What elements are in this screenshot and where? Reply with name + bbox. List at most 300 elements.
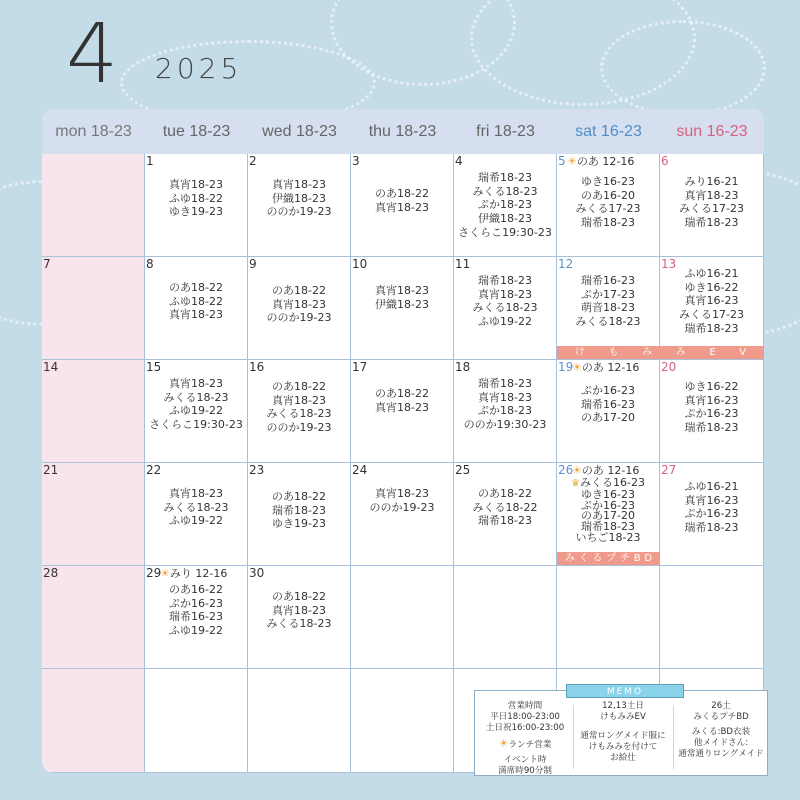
shift-text: 真宵16-23	[684, 294, 739, 308]
shift-text: 瑞希18-23	[478, 171, 532, 184]
shift-list	[660, 175, 763, 230]
memo-line	[575, 712, 671, 723]
day-number: 1	[146, 154, 154, 168]
shift-entry	[454, 185, 556, 199]
memo-line	[575, 742, 671, 753]
shift-text: 真宵18-23	[375, 487, 429, 500]
day-cell	[351, 566, 454, 669]
day-number: 19	[558, 360, 574, 374]
shift-text: ふゆ18-22	[169, 191, 223, 205]
shift-entry	[557, 384, 659, 398]
shift-text: ふゆ19-22	[169, 514, 223, 528]
shift-text: みくる18-23	[266, 407, 332, 421]
event-char: チ	[619, 553, 630, 564]
day-cell	[557, 566, 660, 669]
day-number: 15	[146, 360, 162, 374]
shift-list	[145, 583, 247, 638]
shift-entry	[145, 597, 247, 611]
day-cell	[557, 463, 660, 566]
shift-entry	[454, 377, 556, 391]
shift-entry	[351, 487, 453, 501]
shift-entry	[248, 394, 350, 408]
memo-line	[674, 738, 768, 749]
day-cell	[248, 463, 351, 566]
day-number: 10	[352, 257, 368, 271]
shift-text: さくらこ19:30-23	[149, 418, 243, 432]
shift-text: 瑞希18-23	[478, 377, 532, 390]
sun-icon: ☀	[567, 155, 577, 168]
shift-text: のあ18-22	[169, 281, 223, 294]
shift-text: のあ18-22	[272, 590, 326, 603]
shift-text: みくる17-23	[575, 202, 641, 216]
memo-column-kemomimi	[575, 701, 671, 764]
shift-entry	[145, 295, 247, 309]
shift-text: 真宵18-23	[169, 487, 223, 500]
shift-entry	[248, 298, 350, 312]
shift-entry	[351, 284, 453, 298]
shift-text: 真宵18-23	[478, 390, 532, 404]
shift-entry	[454, 418, 556, 432]
shift-text: みくる18-23	[472, 184, 538, 198]
shift-text: ゆき19-23	[272, 517, 326, 531]
day-number: 13	[661, 257, 677, 271]
memo-column-hours	[479, 701, 571, 777]
shift-entry	[454, 288, 556, 302]
shift-entry	[145, 404, 247, 418]
weekday-sat: sat 16-23	[575, 123, 642, 140]
shift-text: ののか19-23	[266, 421, 332, 435]
shift-text: 真宵18-23	[375, 284, 429, 297]
day-cell	[660, 566, 764, 669]
shift-list	[351, 187, 453, 214]
sun-icon: ☀	[572, 361, 582, 374]
shift-entry	[248, 421, 350, 435]
memo-text: けもみみEV	[600, 712, 646, 722]
event-char: る	[592, 553, 603, 564]
day-cell	[248, 566, 351, 669]
shift-text: 瑞希16-23	[581, 274, 635, 287]
shift-entry	[248, 490, 350, 504]
day-number: 3	[352, 154, 360, 168]
shift-entry	[660, 175, 763, 189]
shift-text: 瑞希18-23	[684, 321, 739, 335]
calendar	[42, 109, 764, 773]
day-cell	[145, 669, 248, 773]
shift-entry	[454, 315, 556, 329]
shift-entry	[351, 201, 453, 215]
memo-text: 営業時間	[507, 701, 543, 711]
lunch-shift	[572, 362, 639, 374]
shift-entry	[660, 421, 763, 435]
shift-text: ぷか16-23	[684, 507, 739, 521]
shift-entry	[660, 267, 763, 281]
memo-text: ランチ営業	[508, 740, 552, 750]
shift-entry	[454, 514, 556, 528]
day-number: 22	[146, 463, 162, 477]
shift-entry	[454, 391, 556, 405]
shift-text: ゆき16-23	[581, 175, 635, 188]
shift-entry	[557, 274, 659, 288]
shift-text: みくる16-23	[580, 476, 645, 489]
shift-entry	[557, 301, 659, 315]
shift-entry	[454, 274, 556, 288]
day-cell	[248, 257, 351, 360]
day-cell	[454, 257, 557, 360]
day-cell	[454, 463, 557, 566]
shift-text: 伊織18-23	[478, 212, 532, 226]
month-number: 4	[66, 7, 119, 102]
shift-text: みくる18-23	[575, 315, 641, 329]
shift-text: ぷか16-23	[581, 498, 635, 512]
shift-text: 真宵16-23	[684, 493, 739, 507]
shift-text: のあ18-22	[375, 387, 429, 400]
shift-list	[248, 490, 350, 531]
day-cell	[351, 154, 454, 257]
memo-line	[479, 712, 571, 723]
memo-text: 満席時90分制	[498, 766, 552, 776]
shift-text: 真宵18-23	[169, 308, 223, 322]
event-char: け	[574, 347, 585, 358]
day-number: 17	[352, 360, 368, 374]
shift-text: 瑞希18-23	[478, 274, 532, 287]
day-cell	[557, 154, 660, 257]
shift-entry	[248, 517, 350, 531]
shift-entry	[557, 411, 659, 425]
day-number: 23	[249, 463, 265, 477]
shift-list	[557, 175, 659, 230]
shift-entry	[145, 624, 247, 638]
event-char: も	[608, 347, 619, 358]
weekday-thu: thu 18-23	[368, 123, 437, 140]
shift-entry	[248, 284, 350, 298]
shift-text: のあ16-20	[581, 188, 635, 202]
shift-list	[351, 487, 453, 514]
year-label: 2025	[155, 52, 243, 85]
shift-text: 瑞希18-23	[581, 520, 635, 534]
shift-text: ぷか16-23	[169, 596, 223, 610]
weekday-tue: tue 18-23	[162, 123, 231, 140]
shift-text: のあ18-22	[272, 380, 326, 393]
memo-line	[479, 766, 571, 777]
shift-entry	[454, 301, 556, 315]
shift-text: ぷか18-23	[478, 198, 532, 212]
shift-entry	[145, 501, 247, 515]
day-cell	[660, 463, 764, 566]
shift-text: 真宵18-23	[169, 377, 223, 390]
day-cell	[145, 463, 248, 566]
shift-entry	[145, 583, 247, 597]
shift-entry	[454, 171, 556, 185]
lunch-shift-text: のあ 12-16	[581, 361, 640, 374]
shift-entry	[660, 394, 763, 408]
day-cell	[248, 154, 351, 257]
shift-entry	[557, 315, 659, 329]
day-cell	[42, 566, 145, 669]
shift-entry	[557, 216, 659, 230]
shift-entry	[248, 590, 350, 604]
shift-entry	[660, 281, 763, 295]
shift-entry	[454, 198, 556, 212]
shift-entry	[660, 521, 763, 535]
shift-entry	[145, 610, 247, 624]
shift-entry	[248, 617, 350, 631]
shift-text: のあ18-22	[272, 490, 326, 503]
day-cell	[454, 154, 557, 257]
lunch-shift-text: みり 12-16	[169, 567, 228, 580]
shift-entry	[248, 380, 350, 394]
lunch-shift-text: のあ 12-16	[581, 464, 640, 477]
sun-icon: ☀	[572, 464, 582, 477]
shift-text: ぷか18-23	[478, 404, 532, 418]
memo-line	[479, 738, 571, 751]
memo-text: 通常ロングメイド服に	[580, 731, 666, 741]
shift-entry	[145, 514, 247, 528]
shift-list	[557, 478, 659, 544]
shift-text: みくる17-23	[679, 308, 744, 322]
memo-line	[575, 701, 671, 712]
shift-text: 瑞希16-23	[169, 610, 223, 624]
day-cell	[145, 566, 248, 669]
shift-text: ゆき16-22	[684, 280, 739, 294]
shift-entry	[145, 418, 247, 432]
memo-text: みくる:BD衣装	[691, 727, 751, 737]
shift-entry	[660, 407, 763, 421]
day-number: 28	[43, 566, 59, 580]
shift-list	[660, 480, 763, 535]
shift-text: みくる17-23	[679, 202, 744, 216]
event-char: み	[564, 553, 575, 564]
memo-line	[674, 701, 768, 712]
memo-text: けもみみを付けて	[588, 742, 658, 752]
shift-text: みくる18-22	[472, 500, 538, 514]
day-number: 6	[661, 154, 669, 168]
memo-line	[674, 749, 768, 760]
day-number: 8	[146, 257, 154, 271]
shift-entry	[454, 487, 556, 501]
shift-entry	[145, 377, 247, 391]
shift-list	[145, 281, 247, 322]
memo-text: 他メイドさん:	[693, 738, 749, 748]
memo-line	[674, 712, 768, 723]
shift-text: 真宵16-23	[684, 393, 739, 407]
memo-text: イベント時	[503, 755, 547, 765]
shift-list	[248, 380, 350, 435]
shift-text: みり16-21	[684, 175, 739, 188]
day-cell	[145, 154, 248, 257]
shift-text: のあ18-22	[272, 284, 326, 297]
day-number: 16	[249, 360, 265, 374]
shift-entry	[454, 501, 556, 515]
day-cell	[248, 669, 351, 773]
day-number: 14	[43, 360, 59, 374]
memo-line	[479, 755, 571, 766]
shift-text: ぷか17-23	[581, 287, 635, 301]
shift-text: さくらこ19:30-23	[458, 225, 552, 239]
shift-entry	[145, 281, 247, 295]
shift-list	[454, 487, 556, 528]
memo-column-birthday	[674, 701, 768, 760]
shift-text: 真宵18-23	[684, 188, 739, 202]
day-cell	[557, 360, 660, 463]
shift-entry	[454, 212, 556, 226]
shift-entry	[351, 401, 453, 415]
shift-text: 瑞希18-23	[684, 216, 739, 230]
shift-entry	[660, 480, 763, 494]
day-number: 25	[455, 463, 471, 477]
event-char: み	[675, 347, 686, 358]
day-cell	[454, 566, 557, 669]
memo-line	[479, 701, 571, 712]
shift-text: ののか19-23	[266, 311, 332, 325]
memo-line	[674, 727, 768, 738]
shift-text: ののか19:30-23	[463, 418, 547, 432]
shift-text: ゆき16-23	[581, 487, 635, 501]
shift-text: 瑞希18-23	[684, 521, 739, 535]
memo-text: お給仕	[610, 753, 636, 763]
memo-text: 通常通りロングメイド	[678, 749, 764, 759]
shift-list	[145, 487, 247, 528]
shift-entry	[557, 288, 659, 302]
shift-text: のあ17-20	[581, 411, 635, 425]
day-cell	[42, 257, 145, 360]
shift-entry	[248, 604, 350, 618]
day-cell	[351, 463, 454, 566]
shift-text: みくる18-23	[266, 617, 332, 631]
shift-text: 真宵18-23	[272, 297, 326, 311]
event-char: み	[642, 347, 653, 358]
shift-list	[351, 284, 453, 311]
memo-line	[479, 723, 571, 734]
shift-entry	[248, 178, 350, 192]
weekday-fri: fri 18-23	[476, 123, 535, 140]
event-char: B	[633, 553, 641, 564]
shift-entry	[557, 189, 659, 203]
day-cell	[248, 360, 351, 463]
shift-list	[248, 590, 350, 631]
shift-entry	[557, 202, 659, 216]
shift-text: みくる18-23	[163, 390, 229, 404]
memo-box	[474, 687, 768, 776]
weekday-header	[42, 109, 764, 154]
shift-entry	[660, 216, 763, 230]
day-number: 20	[661, 360, 677, 374]
shift-text: 真宵18-23	[478, 287, 532, 301]
shift-list	[145, 178, 247, 219]
shift-text: ふゆ16-21	[684, 480, 739, 493]
shift-text: 真宵18-23	[375, 200, 429, 214]
day-cell	[145, 360, 248, 463]
day-cell	[42, 360, 145, 463]
shift-text: 瑞希16-23	[581, 397, 635, 411]
shift-entry	[660, 494, 763, 508]
shift-text: 瑞希18-23	[272, 503, 326, 517]
day-cell	[42, 154, 145, 257]
memo-text: 平日18:00-23:00	[490, 712, 560, 722]
day-cell	[351, 669, 454, 773]
day-number: 7	[43, 257, 51, 271]
weekday-mon: mon 18-23	[55, 123, 132, 140]
memo-text: 26土	[711, 701, 731, 711]
shift-text: 真宵18-23	[169, 178, 223, 191]
weekday-sun: sun 16-23	[676, 123, 748, 140]
shift-entry	[145, 308, 247, 322]
shift-list	[454, 377, 556, 432]
shift-text: 伊織18-23	[375, 297, 429, 311]
memo-text: 土日祝16:00-23:00	[485, 723, 565, 733]
shift-entry	[660, 322, 763, 336]
shift-list	[248, 178, 350, 219]
day-number: 29	[146, 566, 162, 580]
lunch-shift	[567, 156, 634, 168]
shift-entry	[454, 404, 556, 418]
shift-text: 瑞希18-23	[684, 421, 739, 435]
shift-text: ふゆ19-22	[169, 404, 223, 418]
crown-icon: ♛	[571, 478, 580, 489]
lunch-shift	[160, 568, 227, 580]
shift-text: 真宵18-23	[272, 603, 326, 617]
shift-text: ののか19-23	[369, 500, 435, 514]
shift-text: ゆき19-23	[169, 205, 223, 219]
shift-text: ののか19-23	[266, 205, 332, 219]
shift-list	[557, 384, 659, 425]
shift-entry	[145, 205, 247, 219]
event-char: プ	[606, 553, 617, 564]
shift-text: 真宵18-23	[375, 400, 429, 414]
shift-entry	[145, 487, 247, 501]
day-cell	[42, 463, 145, 566]
day-number: 26	[558, 463, 574, 477]
shift-text: 真宵18-23	[272, 178, 326, 191]
weekday-wed: wed 18-23	[262, 123, 337, 140]
shift-text: のあ18-22	[478, 487, 532, 500]
shift-list	[145, 377, 247, 432]
shift-entry	[351, 298, 453, 312]
memo-line	[575, 753, 671, 764]
shift-entry	[660, 202, 763, 216]
shift-text: ふゆ19-22	[169, 624, 223, 638]
shift-text: ゆき16-22	[684, 380, 739, 393]
day-cell	[557, 257, 660, 360]
shift-text: ふゆ16-21	[684, 267, 739, 280]
day-cell	[42, 669, 145, 773]
shift-text: 真宵18-23	[272, 393, 326, 407]
memo-text: 12,13土日	[602, 701, 644, 711]
shift-list	[660, 380, 763, 435]
sun-icon: ☀	[498, 737, 509, 750]
shift-text: ぷか16-23	[581, 384, 635, 397]
event-char: D	[644, 553, 653, 564]
shift-text: 瑞希18-23	[581, 216, 635, 230]
shift-entry	[248, 504, 350, 518]
shift-entry	[351, 387, 453, 401]
shift-text: いちご18-23	[575, 530, 641, 544]
day-number: 18	[455, 360, 471, 374]
shift-entry	[248, 407, 350, 421]
day-number: 21	[43, 463, 59, 477]
shift-list	[660, 267, 763, 336]
day-number: 2	[249, 154, 257, 168]
event-banner-kemomimi	[557, 346, 764, 359]
shift-entry	[351, 501, 453, 515]
shift-text: のあ17-20	[581, 509, 635, 523]
shift-text: ふゆ18-22	[169, 294, 223, 308]
shift-entry	[660, 294, 763, 308]
shift-text: 萌音18-23	[581, 301, 635, 315]
day-cell	[351, 360, 454, 463]
shift-entry	[557, 175, 659, 189]
shift-list	[248, 284, 350, 325]
sun-icon: ☀	[160, 567, 170, 580]
